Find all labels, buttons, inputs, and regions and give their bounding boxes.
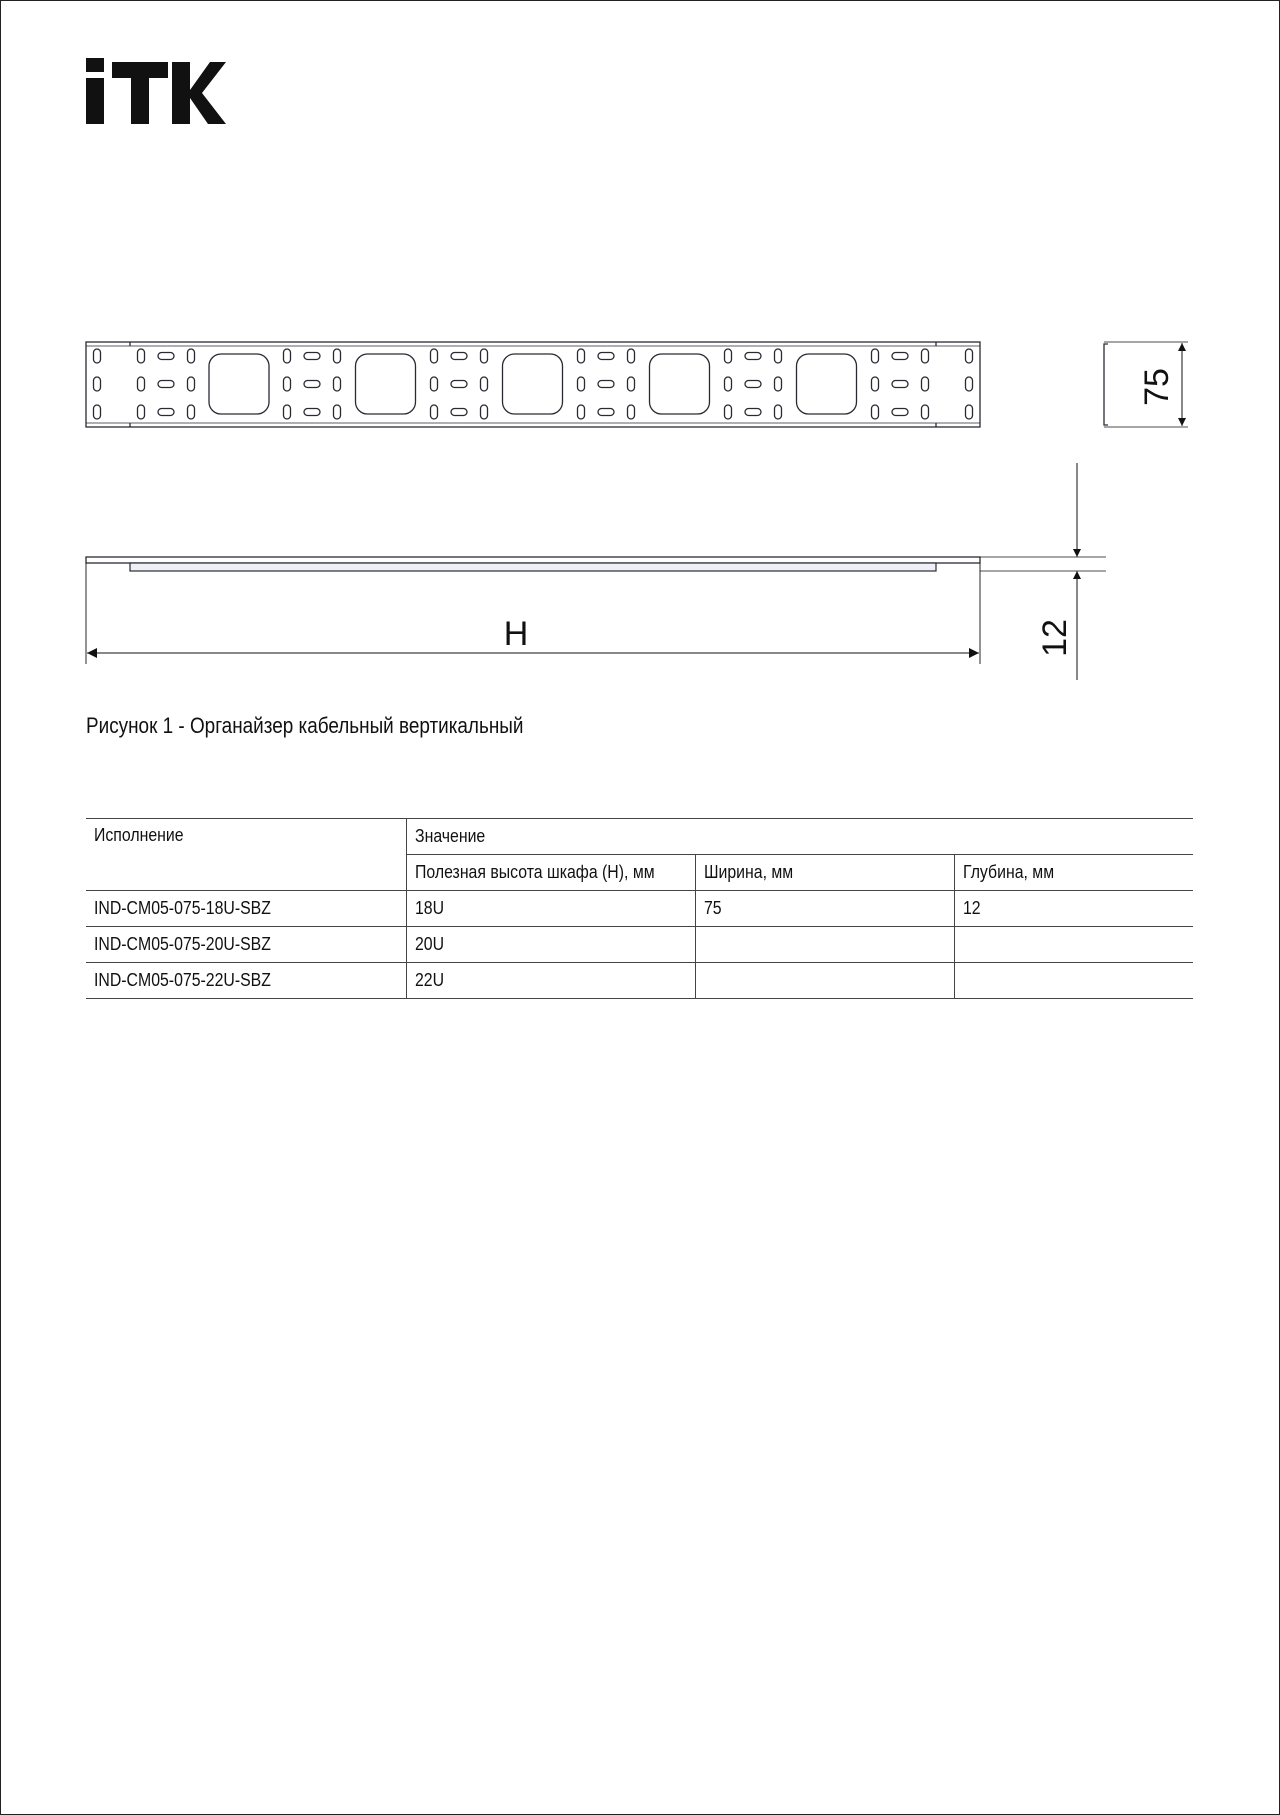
dim-width-label: 75 <box>1138 368 1176 406</box>
table-row <box>86 891 1193 927</box>
vertical-slot <box>966 405 973 419</box>
horizontal-slot <box>304 409 320 416</box>
vertical-slot <box>725 377 732 391</box>
cable-window <box>356 354 416 414</box>
vertical-slot <box>431 405 438 419</box>
header-height: Полезная высота шкафа (H), мм <box>406 855 695 891</box>
vertical-slot <box>334 349 341 363</box>
vertical-slot <box>872 349 879 363</box>
technical-drawing <box>0 0 1280 700</box>
vertical-slot <box>872 405 879 419</box>
vertical-slot <box>94 349 101 363</box>
vertical-slot <box>138 377 145 391</box>
cable-window <box>503 354 563 414</box>
cell-depth: 12 <box>954 891 1193 927</box>
vertical-slot <box>284 377 291 391</box>
vertical-slot <box>966 377 973 391</box>
dim-depth-label: 12 <box>1036 619 1074 657</box>
vertical-slot <box>431 349 438 363</box>
header-variant: Исполнение <box>86 819 406 891</box>
vertical-slot <box>138 405 145 419</box>
horizontal-slot <box>304 381 320 388</box>
horizontal-slot <box>304 353 320 360</box>
cell-depth <box>954 963 1193 999</box>
vertical-slot <box>334 405 341 419</box>
cell-variant: IND-CM05-075-22U-SBZ <box>86 963 406 999</box>
vertical-slot <box>775 349 782 363</box>
horizontal-slot <box>158 409 174 416</box>
vertical-slot <box>284 349 291 363</box>
horizontal-slot <box>892 381 908 388</box>
cell-height: 22U <box>406 963 695 999</box>
vertical-slot <box>188 349 195 363</box>
cell-depth <box>954 927 1193 963</box>
cell-variant: IND-CM05-075-18U-SBZ <box>86 891 406 927</box>
figure-caption: Рисунок 1 - Органайзер кабельный вертикальный <box>86 713 524 738</box>
vertical-slot <box>481 349 488 363</box>
horizontal-slot <box>598 353 614 360</box>
horizontal-slot <box>892 353 908 360</box>
cell-width: 75 <box>695 891 954 927</box>
horizontal-slot <box>598 409 614 416</box>
end-view <box>1104 342 1188 427</box>
vertical-slot <box>188 377 195 391</box>
horizontal-slot <box>158 353 174 360</box>
horizontal-slot <box>158 381 174 388</box>
vertical-slot <box>94 405 101 419</box>
vertical-slot <box>431 377 438 391</box>
vertical-slot <box>578 405 585 419</box>
horizontal-slot <box>745 409 761 416</box>
horizontal-slot <box>598 381 614 388</box>
horizontal-slot <box>892 409 908 416</box>
vertical-slot <box>481 377 488 391</box>
cell-width <box>695 963 954 999</box>
vertical-slot <box>628 349 635 363</box>
header-depth: Глубина, мм <box>954 855 1193 891</box>
table-header-row <box>86 819 1193 855</box>
cell-height: 18U <box>406 891 695 927</box>
vertical-slot <box>922 377 929 391</box>
vertical-slot <box>284 405 291 419</box>
cable-window <box>650 354 710 414</box>
vertical-slot <box>922 405 929 419</box>
vertical-slot <box>725 349 732 363</box>
spec-table <box>86 818 1193 999</box>
cell-variant: IND-CM05-075-20U-SBZ <box>86 927 406 963</box>
horizontal-slot <box>745 353 761 360</box>
table-row <box>86 927 1193 963</box>
vertical-slot <box>94 377 101 391</box>
vertical-slot <box>188 405 195 419</box>
vertical-slot <box>628 405 635 419</box>
cell-height: 20U <box>406 927 695 963</box>
header-value: Значение <box>406 819 1193 855</box>
vertical-slot <box>628 377 635 391</box>
perforation-holes <box>94 349 973 419</box>
vertical-slot <box>775 405 782 419</box>
vertical-slot <box>775 377 782 391</box>
vertical-slot <box>872 377 879 391</box>
horizontal-slot <box>451 409 467 416</box>
horizontal-slot <box>745 381 761 388</box>
header-width: Ширина, мм <box>695 855 954 891</box>
vertical-slot <box>138 349 145 363</box>
cable-window <box>797 354 857 414</box>
dim-length-label: H <box>503 615 529 653</box>
vertical-slot <box>578 377 585 391</box>
cell-width <box>695 927 954 963</box>
cable-window <box>209 354 269 414</box>
horizontal-slot <box>451 381 467 388</box>
vertical-slot <box>481 405 488 419</box>
vertical-slot <box>966 349 973 363</box>
top-view <box>86 342 980 427</box>
horizontal-slot <box>451 353 467 360</box>
side-view <box>86 463 1106 680</box>
vertical-slot <box>922 349 929 363</box>
vertical-slot <box>334 377 341 391</box>
vertical-slot <box>578 349 585 363</box>
vertical-slot <box>725 405 732 419</box>
table-row <box>86 963 1193 999</box>
